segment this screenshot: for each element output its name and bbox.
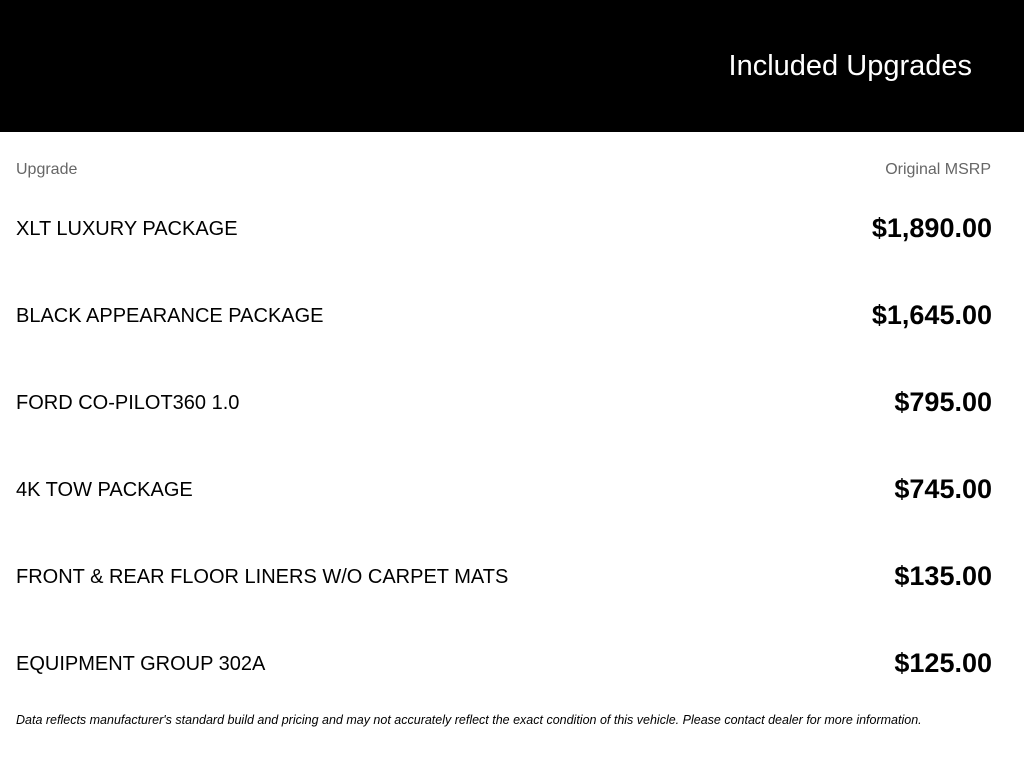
upgrade-price: $1,645.00	[871, 300, 992, 330]
disclaimer-text: Data reflects manufacturer's standard build and pricing and may not accurately reflect the exact condition of this vehicle. Please contact dealer for more information.	[16, 713, 922, 727]
upgrade-price: $125.00	[894, 648, 992, 678]
page-title: Included Upgrades	[728, 50, 972, 82]
upgrade-price: $1,890.00	[871, 213, 992, 243]
upgrade-price: $135.00	[894, 561, 992, 591]
upgrade-name: BLACK APPEARANCE PACKAGE	[16, 305, 324, 327]
list-item	[0, 549, 1024, 636]
upgrade-price: $795.00	[894, 387, 992, 417]
column-header-upgrade: Upgrade	[16, 161, 78, 178]
list-item	[0, 375, 1024, 462]
upgrade-name: FORD CO-PILOT360 1.0	[16, 392, 240, 414]
upgrade-name: EQUIPMENT GROUP 302A	[16, 653, 266, 675]
upgrade-name: 4K TOW PACKAGE	[16, 479, 193, 501]
column-header-msrp: Original MSRP	[885, 161, 991, 178]
list-item	[0, 288, 1024, 375]
upgrades-list	[0, 201, 1024, 723]
list-item	[0, 201, 1024, 288]
list-item	[0, 636, 1024, 723]
upgrade-price: $745.00	[894, 474, 992, 504]
upgrade-name: FRONT & REAR FLOOR LINERS W/O CARPET MATS	[16, 566, 509, 588]
list-item	[0, 462, 1024, 549]
header-banner	[0, 0, 1024, 132]
upgrade-name: XLT LUXURY PACKAGE	[16, 218, 238, 240]
